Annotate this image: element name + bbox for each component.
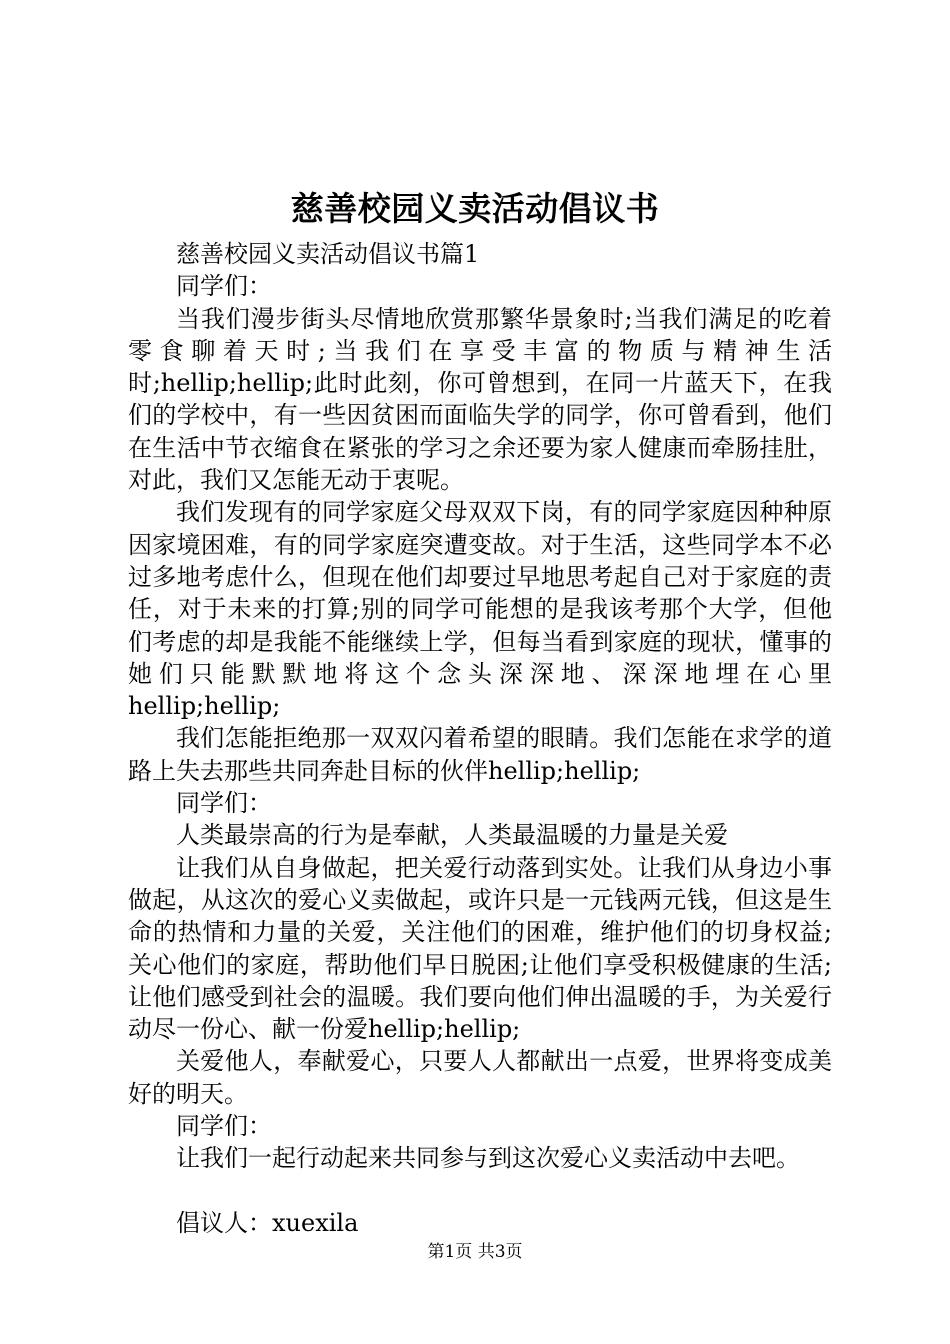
document-body [128, 238, 832, 1239]
document-title: 慈善校园义卖活动倡议书 [290, 189, 660, 228]
paragraph: 关爱他人，奉献爱心，只要人人都献出一点爱，世界将变成美好的明天。 [128, 1047, 832, 1108]
paragraph: 我们发现有的同学家庭父母双双下岗，有的同学家庭因种种原因家境困难，有的同学家庭突遭变故。对于生活，这些同学本不必过多地考虑什么，但现在他们却要过早地思考起自己对于家庭的责任，对于未来的打算;别的同学可能想的是我该考那个大学，但他们考虑的却是我能不能继续上学，但每当看到家庭的现状，懂事的她们只能默默地将这个念头深深地、深深地埋在心里hellip;hellip; [128, 498, 832, 721]
paragraph: 让我们一起行动起来共同参与到这次爱心义卖活动中去吧。 [176, 1144, 800, 1173]
paragraph-salutation: 同学们： [176, 789, 272, 818]
paragraph-salutation: 同学们： [176, 1112, 272, 1141]
signature: 倡议人：xuexila [176, 1208, 359, 1237]
paragraph: 让我们从自身做起，把关爱行动落到实处。让我们从身边小事做起，从这次的爱心义卖做起，或许只是一元钱两元钱，但这是生命的热情和力量的关爱，关注他们的困难，维护他们的切身权益;关心他们的家庭，帮助他们早日脱困;让他们享受积极健康的生活;让他们感受到社会的温暖。我们要向他们伸出温暖的手，为关爱行动尽一份心、献一份爱hellip;hellip; [128, 853, 832, 1044]
page-footer: 第1页 共3页 [427, 1242, 523, 1262]
paragraph-heading: 慈善校园义卖活动倡议书篇1 [176, 240, 480, 268]
paragraph: 人类最崇高的行为是奉献，人类最温暖的力量是关爱 [176, 821, 728, 850]
paragraph: 我们怎能拒绝那一双双闪着希望的眼睛。我们怎能在求学的道路上失去那些共同奔赴目标的伙伴hellip;hellip; [128, 724, 832, 785]
blank-line [128, 1175, 832, 1207]
paragraph: 当我们漫步街头尽情地欣赏那繁华景象时;当我们满足的吃着零食聊着天时;当我们在享受丰富的物质与精神生活时;hellip;hellip;此时此刻，你可曾想到，在同一片蓝天下，在我们的学校中，有一些因贫困而面临失学的同学，你可曾看到，他们在生活中节衣缩食在紧张的学习之余还要为家人健康而牵肠挂肚，对此，我们又怎能无动于衷呢。 [128, 304, 832, 495]
paragraph-salutation: 同学们： [176, 272, 272, 301]
